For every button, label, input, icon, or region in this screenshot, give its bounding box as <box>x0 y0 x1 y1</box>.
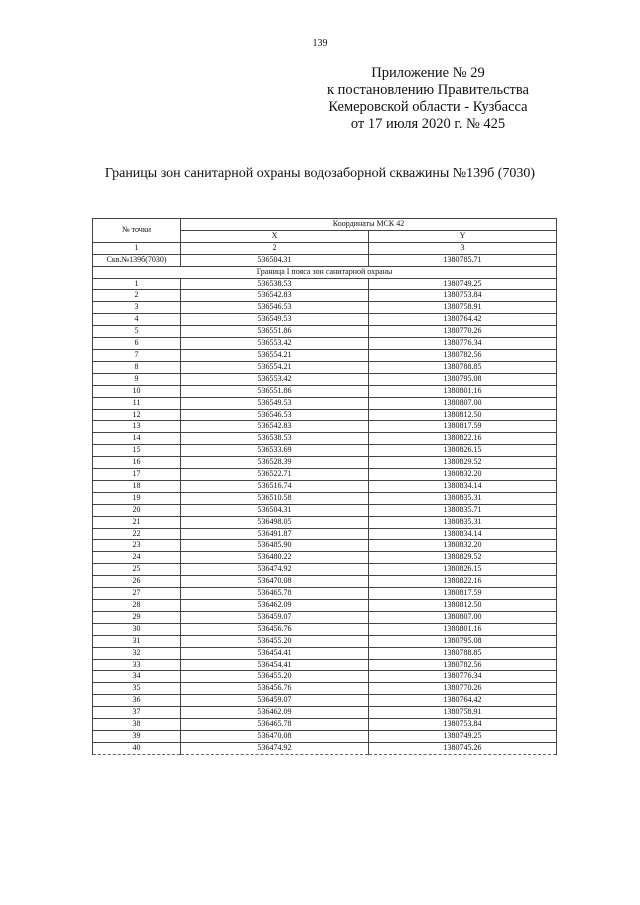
table-row <box>93 588 557 600</box>
coord-x: 536551.86 <box>181 385 369 397</box>
coord-y: 1380801.16 <box>369 623 557 635</box>
coord-y: 1380758.91 <box>369 302 557 314</box>
table-row <box>93 302 557 314</box>
table-row <box>93 719 557 731</box>
table-row <box>93 683 557 695</box>
coord-y: 1380835.71 <box>369 504 557 516</box>
coord-x: 536474.92 <box>181 564 369 576</box>
coord-x: 536454.41 <box>181 647 369 659</box>
coord-y: 1380826.15 <box>369 445 557 457</box>
coord-x: 536470.08 <box>181 730 369 742</box>
table-row <box>93 349 557 361</box>
table-row <box>93 480 557 492</box>
point-number: 20 <box>93 504 181 516</box>
appendix-line: от 17 июля 2020 г. № 425 <box>350 116 506 132</box>
coord-y: 1380753.84 <box>369 719 557 731</box>
coord-y: 1380834.14 <box>369 528 557 540</box>
point-number: 31 <box>93 635 181 647</box>
coord-x: 536542.83 <box>181 290 369 302</box>
coord-x: 536491.87 <box>181 528 369 540</box>
table-row <box>93 742 557 754</box>
point-number: 7 <box>93 349 181 361</box>
coord-x: 536551.86 <box>181 326 369 338</box>
document-title: Границы зон санитарной охраны водозаборной скважины №139б (7030) <box>104 166 536 181</box>
point-number: 3 <box>93 302 181 314</box>
coord-x: 536459.07 <box>181 611 369 623</box>
coord-x: 536546.53 <box>181 302 369 314</box>
appendix-line: Кемеровской области - Кузбасса <box>328 99 528 115</box>
coord-y: 1380807.00 <box>369 611 557 623</box>
point-number: 24 <box>93 552 181 564</box>
point-number: 23 <box>93 540 181 552</box>
point-number: 32 <box>93 647 181 659</box>
point-number: 29 <box>93 611 181 623</box>
point-number: 19 <box>93 492 181 504</box>
coord-y: 1380829.52 <box>369 457 557 469</box>
coord-x: 536504.31 <box>181 504 369 516</box>
point-number: 36 <box>93 695 181 707</box>
coord-y: 1380812.50 <box>369 600 557 612</box>
coord-y: 1380817.59 <box>369 421 557 433</box>
coord-y: 1380832.20 <box>369 540 557 552</box>
coord-x: 536554.21 <box>181 349 369 361</box>
point-number: 37 <box>93 707 181 719</box>
table-row <box>93 730 557 742</box>
table-row <box>93 635 557 647</box>
table-row <box>93 469 557 481</box>
coord-x: 536474.92 <box>181 742 369 754</box>
table-row <box>93 564 557 576</box>
table-row <box>93 695 557 707</box>
table-row <box>93 552 557 564</box>
point-number: 21 <box>93 516 181 528</box>
coord-y: 1380749.25 <box>369 730 557 742</box>
table-row <box>93 576 557 588</box>
point-number: 16 <box>93 457 181 469</box>
coord-y: 1380795.08 <box>369 373 557 385</box>
table-row <box>93 707 557 719</box>
coord-x: 536470.08 <box>181 576 369 588</box>
coord-x: 536554.21 <box>181 361 369 373</box>
point-number: 15 <box>93 445 181 457</box>
table-row <box>93 504 557 516</box>
coord-x: 536549.53 <box>181 397 369 409</box>
point-number: 27 <box>93 588 181 600</box>
appendix-line: Приложение № 29 <box>371 65 485 81</box>
coord-x: 536456.76 <box>181 623 369 635</box>
point-number: 35 <box>93 683 181 695</box>
header-y: Y <box>369 230 557 242</box>
coord-y: 1380829.52 <box>369 552 557 564</box>
coord-y: 1380807.00 <box>369 397 557 409</box>
coord-y: 1380782.56 <box>369 349 557 361</box>
coord-y: 1380832.20 <box>369 469 557 481</box>
point-number: 6 <box>93 338 181 350</box>
coord-y: 1380822.16 <box>369 433 557 445</box>
coord-y: 1380826.15 <box>369 564 557 576</box>
table-row <box>93 385 557 397</box>
coord-x: 536465.78 <box>181 719 369 731</box>
table-row <box>93 540 557 552</box>
table-row <box>93 445 557 457</box>
point-number: 8 <box>93 361 181 373</box>
coord-x: 536462.09 <box>181 600 369 612</box>
coord-x: 536485.90 <box>181 540 369 552</box>
table-row <box>93 492 557 504</box>
point-number: 40 <box>93 742 181 754</box>
coord-x: 536528.39 <box>181 457 369 469</box>
table-row <box>93 659 557 671</box>
column-index: 2 <box>181 242 369 254</box>
coord-y: 1380770.26 <box>369 683 557 695</box>
coord-x: 536455.20 <box>181 671 369 683</box>
coord-x: 536533.69 <box>181 445 369 457</box>
coord-y: 1380834.14 <box>369 480 557 492</box>
point-number: 2 <box>93 290 181 302</box>
point-number: 28 <box>93 600 181 612</box>
coord-x: 536553.42 <box>181 338 369 350</box>
coord-x: 536462.09 <box>181 707 369 719</box>
well-name: Скв.№139б(7030) <box>93 254 181 266</box>
coord-y: 1380776.34 <box>369 671 557 683</box>
point-number: 10 <box>93 385 181 397</box>
table-row <box>93 421 557 433</box>
coord-x: 536455.20 <box>181 635 369 647</box>
coord-y: 1380788.85 <box>369 361 557 373</box>
point-number: 33 <box>93 659 181 671</box>
coord-x: 536546.53 <box>181 409 369 421</box>
table-row <box>93 528 557 540</box>
point-number: 34 <box>93 671 181 683</box>
coord-y: 1380812.50 <box>369 409 557 421</box>
table-row <box>93 338 557 350</box>
point-number: 38 <box>93 719 181 731</box>
coord-y: 1380782.56 <box>369 659 557 671</box>
coord-x: 536480.22 <box>181 552 369 564</box>
table-row <box>93 326 557 338</box>
coord-x: 536498.05 <box>181 516 369 528</box>
point-number: 39 <box>93 730 181 742</box>
coord-x: 536510.58 <box>181 492 369 504</box>
point-number: 14 <box>93 433 181 445</box>
table-row <box>93 314 557 326</box>
point-number: 4 <box>93 314 181 326</box>
table-row <box>93 647 557 659</box>
table-row <box>93 623 557 635</box>
coord-y: 1380776.34 <box>369 338 557 350</box>
table-row <box>93 433 557 445</box>
table-row <box>93 457 557 469</box>
coord-y: 1380835.31 <box>369 492 557 504</box>
header-x: X <box>181 230 369 242</box>
table-row <box>93 611 557 623</box>
table-row <box>93 278 557 290</box>
coord-x: 536456.76 <box>181 683 369 695</box>
coord-x: 536553.42 <box>181 373 369 385</box>
page-number: 139 <box>312 38 328 49</box>
coord-y: 1380764.42 <box>369 695 557 707</box>
point-number: 13 <box>93 421 181 433</box>
coord-x: 536549.53 <box>181 314 369 326</box>
coord-x: 536542.83 <box>181 421 369 433</box>
coord-y: 1380822.16 <box>369 576 557 588</box>
point-number: 26 <box>93 576 181 588</box>
header-coordinates: Координаты МСК 42 <box>181 219 557 231</box>
table-row <box>93 516 557 528</box>
coord-y: 1380788.85 <box>369 647 557 659</box>
coord-y: 1380817.59 <box>369 588 557 600</box>
coord-x: 536538.53 <box>181 433 369 445</box>
coord-x: 536516.74 <box>181 480 369 492</box>
table-row <box>93 361 557 373</box>
column-index: 1 <box>93 242 181 254</box>
appendix-block <box>298 65 558 133</box>
point-number: 25 <box>93 564 181 576</box>
coord-x: 536522.71 <box>181 469 369 481</box>
header-point-number: № точки <box>93 219 181 243</box>
table-row <box>93 397 557 409</box>
table-row <box>93 290 557 302</box>
point-number: 11 <box>93 397 181 409</box>
well-y: 1380785.71 <box>369 254 557 266</box>
point-number: 22 <box>93 528 181 540</box>
coord-x: 536465.78 <box>181 588 369 600</box>
table-row <box>93 600 557 612</box>
coord-y: 1380749.25 <box>369 278 557 290</box>
coord-y: 1380835.31 <box>369 516 557 528</box>
coord-y: 1380753.84 <box>369 290 557 302</box>
table-body <box>93 278 557 754</box>
coordinates-table <box>92 218 557 755</box>
coord-y: 1380745.26 <box>369 742 557 754</box>
table-row <box>93 409 557 421</box>
coord-y: 1380764.42 <box>369 314 557 326</box>
table-row <box>93 373 557 385</box>
point-number: 5 <box>93 326 181 338</box>
table-row <box>93 671 557 683</box>
coord-y: 1380801.16 <box>369 385 557 397</box>
point-number: 9 <box>93 373 181 385</box>
coord-y: 1380770.26 <box>369 326 557 338</box>
coord-x: 536459.07 <box>181 695 369 707</box>
section-label: Граница I пояса зон санитарной охраны <box>93 266 557 278</box>
point-number: 1 <box>93 278 181 290</box>
appendix-line: к постановлению Правительства <box>327 82 529 98</box>
coord-x: 536454.41 <box>181 659 369 671</box>
well-x: 536504.31 <box>181 254 369 266</box>
point-number: 18 <box>93 480 181 492</box>
point-number: 12 <box>93 409 181 421</box>
point-number: 17 <box>93 469 181 481</box>
coord-y: 1380758.91 <box>369 707 557 719</box>
column-index: 3 <box>369 242 557 254</box>
coord-y: 1380795.08 <box>369 635 557 647</box>
coord-x: 536538.53 <box>181 278 369 290</box>
point-number: 30 <box>93 623 181 635</box>
